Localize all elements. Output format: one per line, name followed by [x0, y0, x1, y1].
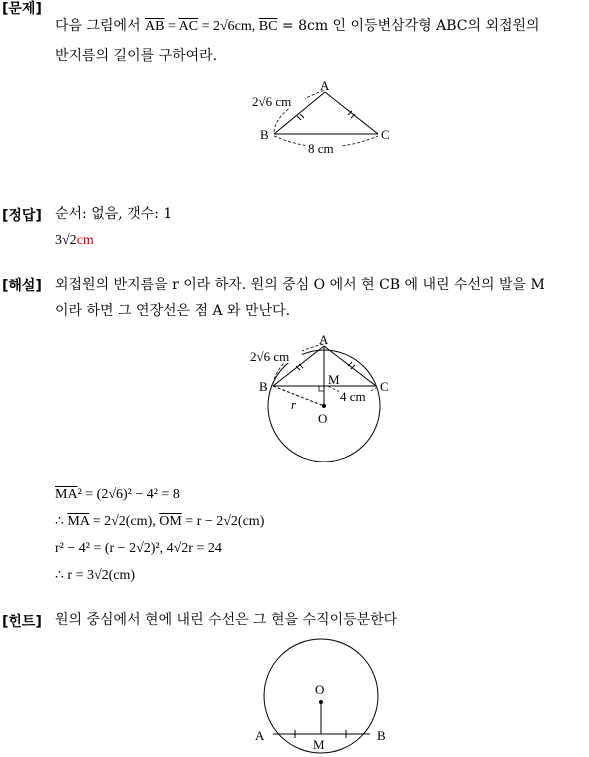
segment-ma: $\overline{MA}$ [55, 487, 78, 502]
fig-point-a: A [255, 728, 265, 743]
side-ac [325, 92, 378, 134]
segment-ac: $\overline{AC}$ [178, 19, 199, 34]
equation-1 [55, 487, 180, 503]
center-point-o [322, 404, 326, 408]
answer-label: [정답] [2, 208, 42, 224]
answer-meta: 순서: 없음, 갯수: 1 [55, 206, 173, 222]
equation-1-rest: ² = (2√6)² − 4² = 8 [77, 487, 180, 502]
answer-number: 3√2 [55, 233, 77, 248]
fig-center-o: O [318, 411, 328, 426]
fig-point-m: M [313, 737, 325, 752]
fig-point-b: B [377, 728, 386, 743]
fig-ab-length: 2√6 cm [252, 94, 292, 109]
fig-radius-r: r [291, 397, 297, 412]
problem-text-line1 [55, 14, 540, 39]
fig-vertex-a: A [320, 78, 330, 93]
problem-text-rest: = 8cm 인 이등변삼각형 ABC의 외접원의 [277, 18, 540, 34]
fig-vertex-b: B [260, 127, 269, 142]
segment-bc: $\overline{BC}$ [258, 19, 278, 34]
fig-ab-length: 2√6 cm [250, 349, 290, 364]
therefore-symbol: ∴ [55, 514, 68, 529]
answer-value [55, 228, 94, 253]
hint-circle-figure [245, 630, 405, 757]
solution-label: [해설] [2, 278, 42, 294]
equation-4: ∴ r = 3√2(cm) [55, 568, 136, 583]
problem-triangle-figure [240, 78, 410, 158]
fig-bc-length: 8 cm [308, 141, 334, 156]
solution-circle-figure [245, 332, 405, 462]
solution-line2: 이라 하면 그 연장선은 점 A 와 만난다. [55, 303, 291, 319]
equation-2-rest: = r − 2√2(cm) [181, 514, 265, 529]
ab-value: = 2√6cm, [198, 19, 259, 34]
problem-text-pre: 다음 그림에서 [55, 18, 146, 34]
equation-2 [55, 513, 264, 530]
segment-ab: $\overline{AB}$ [145, 19, 165, 34]
hint-label: [힌트] [2, 614, 42, 630]
fig-point-m: M [328, 372, 340, 387]
fig-mc-length: 4 cm [340, 389, 366, 404]
solution-line1: 외접원의 반지름을 r 이라 하자. 원의 중심 O 에서 현 CB 에 내린 수선의 발을 M [55, 277, 545, 293]
problem-text-line2: 반지름의 길이를 구하여라. [55, 48, 218, 64]
problem-label: [문제] [2, 1, 42, 17]
equation-2-mid: = 2√2(cm), [89, 514, 160, 529]
eq-sign: = [164, 19, 179, 34]
fig-vertex-c: C [380, 379, 389, 394]
equation-3: r² − 4² = (r − 2√2)², 4√2r = 24 [55, 541, 222, 556]
fig-vertex-c: C [381, 127, 390, 142]
segment-om: $\overline{OM}$ [159, 514, 182, 529]
segment-ma: $\overline{MA}$ [67, 514, 90, 529]
fig-center-o: O [315, 682, 325, 697]
fig-vertex-a: A [319, 332, 329, 347]
hint-text: 원의 중심에서 현에 내린 수선은 그 현을 수직이등분한다 [55, 612, 398, 628]
answer-unit: cm [76, 233, 94, 248]
fig-vertex-b: B [259, 379, 268, 394]
center-point-o [319, 700, 323, 704]
